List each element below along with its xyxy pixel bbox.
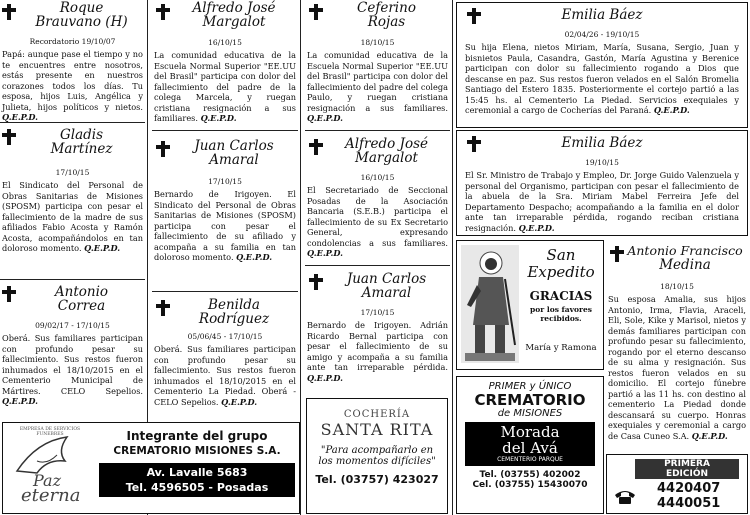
logo-eterna: eterna	[21, 485, 81, 506]
ad-cocheria-label: COCHERÍA	[343, 409, 411, 420]
deceased-surname: Margalot	[202, 14, 266, 30]
ad-phone-1: 4420407	[657, 481, 721, 496]
cross-icon	[2, 4, 16, 20]
ad-phone: Tel. 4596505 - Posadas	[125, 481, 269, 494]
cross-icon	[309, 4, 323, 20]
deceased-surname: Amaral	[209, 152, 259, 168]
ad-line-primer-unico: PRIMER y ÚNICO	[488, 381, 572, 392]
deceased-surname: Amaral	[361, 285, 412, 301]
ad-address: Av. Lavalle 5683	[146, 466, 248, 479]
cross-icon	[156, 141, 170, 157]
deceased-name: Gladis	[59, 127, 104, 143]
signature: María y Ramona	[525, 343, 597, 353]
cross-icon	[156, 300, 170, 316]
obituary-date: 18/10/15	[360, 38, 395, 47]
obituary-text: La comunidad educativa de la Escuela Normal Superior "EE.UU del Brasil" participa con dolor del fallecimiento del padre de la colega Marcela, y ruegan cristiana resignación a sus familiares. Q.E.P.D.	[154, 50, 296, 123]
ad-quote: "Para acompañarlo en los momentos difíciles"	[318, 445, 436, 467]
deceased-surname: Margalot	[355, 150, 418, 166]
obituary-date: 19/10/15	[585, 158, 619, 167]
deceased-name: Juan Carlos	[346, 271, 427, 287]
primera-edicion-ad	[606, 454, 748, 514]
obituary-date: Recordatorio 19/10/07	[29, 37, 116, 46]
deceased-name: Alfredo José	[344, 136, 429, 152]
cross-icon	[309, 139, 323, 155]
obituary-juan-carlos-amaral-1	[152, 133, 298, 289]
deceased-surname: Medina	[659, 257, 711, 273]
cross-icon	[156, 4, 170, 20]
notice-title-line2: Expedito	[527, 263, 595, 281]
cross-icon	[2, 286, 16, 302]
obituary-text: El Sindicato del Personal de Obras Sanitarias de Misiones (SPOSM) participa con pesar el fallecimiento de la madre de sus afiliados Fabio Acosta y Ramón Acosta, acompañándolos en tan doloroso momento. Q.E.P.D.	[2, 180, 143, 253]
obituary-benilda-rodriguez	[152, 294, 298, 424]
obituary-antonio-correa	[0, 282, 145, 412]
ad-line-de-misiones: de MISIONES	[497, 408, 563, 419]
obituary-text: Bernardo de Irigoyen. Adrián Ricardo Bernal participa con pesar el fallecimiento de su amigo y acompaña a su familia ante tan irreparable pérdida. Q.E.P.D.	[307, 320, 448, 383]
obituary-text: La comunidad educativa de la Escuela Normal Superior "EE.UU del Brasil" participa con dolor del fallecimiento del padre del colega Paulo, y ruegan cristiana resignación a sus familiares. Q.E.P.D.	[307, 50, 448, 123]
ad-phone-2: 4440051	[657, 496, 721, 511]
ad-phone-1: Tel. (03755) 402002	[479, 470, 581, 480]
logo-paz: Paz	[33, 471, 62, 490]
deceased-name: Juan Carlos	[194, 138, 274, 154]
obituary-juan-carlos-amaral-2	[305, 268, 450, 390]
obituary-text: Oberá. Sus familiares participan con profundo pesar su fallecimiento. Sus restos fueron inhumados el 18/10/2015 en el Cementerio Municipal de Mártires. CELO Sepelios. Q.E.P.D.	[2, 333, 143, 406]
obituary-date: 17/10/15	[360, 308, 395, 317]
saint-figure-image	[461, 245, 519, 363]
obituary-date: 16/10/15	[208, 38, 242, 47]
column-divider-3	[452, 0, 453, 515]
obituary-text: Su hija Elena, nietos Miriam, María, Susana, Sergio, Juan y bisnietos Paula, Casandra, Gastón, María Agustina y Berenice participan con dolor su fallecimiento rogando a Dios que descanse en paz. Sus restos fueron velados en el Salón Bromelia Santiago del Estero 1835. Posteriormente el cortejo partió a las 15:45 hs. al Cementerio La Piedad. Servicios exequiales y ceremonial a cargo de Cocherías del Paraná. Q.E.P.D.	[465, 42, 739, 115]
obituary-date: 02/04/26 - 19/10/15	[564, 30, 640, 39]
san-expedito-notice	[456, 240, 604, 370]
obituary-text: Papá: aunque pase el tiempo y no te encuentres entre nosotros, estás presente en nuestros corazones todos los días. Tu esposa, hijos Luis, Angélica y Julieta, hijos políticos y nietos. Q.E.P.D.	[2, 49, 143, 122]
ad-group-title: Integrante del grupo	[126, 429, 268, 443]
primera-edicion-logo: PRIMERA EDICIÓN	[635, 459, 739, 479]
obituary-date: 18/10/15	[660, 282, 694, 291]
obituary-emilia-baez-2	[456, 130, 748, 236]
obituary-text: Oberá. Sus familiares participan con profundo pesar su fallecimiento. Sus restos fueron inhumados el 18/10/2015 en el Cementerio La Piedad. Oberá - CELO Sepelios. Q.E.P.D.	[154, 344, 296, 407]
obituary-emilia-baez-1	[456, 2, 748, 128]
obituary-alfredo-margalot-1	[152, 0, 298, 128]
deceased-surname: Rojas	[367, 14, 406, 30]
cross-icon	[610, 246, 624, 262]
deceased-name: Emilia Báez	[561, 135, 643, 151]
obituary-roque-brauvano	[0, 0, 145, 120]
paz-eterna-logo	[7, 427, 93, 509]
deceased-name: Ceferino	[357, 0, 416, 16]
obituary-gladis-martinez	[0, 125, 145, 277]
deceased-surname: Rodríguez	[198, 311, 270, 327]
ad-brand: SANTA RITA	[320, 420, 434, 439]
ad-phone-2: Cel. (03755) 15430070	[472, 480, 588, 490]
deceased-name: Antonio	[54, 284, 109, 300]
obituary-date: 16/10/15	[360, 173, 395, 182]
gracias-label: GRACIAS	[529, 289, 593, 303]
obituary-date: 05/06/45 - 17/10/15	[187, 332, 263, 341]
crematorio-morada-del-ava-ad	[456, 376, 604, 514]
deceased-surname: Correa	[57, 298, 106, 314]
column-divider-2	[300, 0, 301, 515]
ad-line-crematorio: CREMATORIO	[474, 391, 586, 409]
obituary-text: Bernardo de Irigoyen. El Sindicato del Personal de Obras Sanitarias de Misiones (SPOSM) participa con pesar el fallecimiento de su afiliado y acompaña a su familia en tan doloroso momento. Q.E.P.D.	[154, 189, 296, 262]
deceased-name: Benilda	[208, 297, 260, 313]
obituary-alfredo-margalot-2	[305, 133, 450, 263]
deceased-surname: Martínez	[50, 141, 113, 157]
obituary-text: El Sr. Ministro de Trabajo y Empleo, Dr. Jorge Guido Valenzuela y personal del Organismo, participan con pesar el fallecimiento de la abuela de la Sra. Miriam Mabel Ferreira Jefe del Departamento Despacho; acompañando a la familia en el dolor ante tan irreparable pérdida, rogando reciban cristiana resignación. Q.E.P.D.	[465, 170, 739, 233]
cross-icon	[309, 274, 323, 290]
notice-title-line1: San	[546, 246, 576, 264]
logo-arc-text: EMPRESA DE SERVICIOS FUNEBRES	[19, 427, 81, 437]
ad-group-name: CREMATORIO MISIONES S.A.	[113, 445, 281, 457]
obituary-date: 09/02/17 - 17/10/15	[35, 321, 110, 330]
deceased-surname: Brauvano (H)	[35, 14, 128, 30]
obituary-text: El Secretariado de Seccional Posadas de la Asociación Bancaria (S.E.B.) participa el fallecimiento de su Ex Secretario General, expresando condolencias a sus familiares. Q.E.P.D.	[307, 185, 448, 258]
cocheria-santa-rita-ad	[306, 398, 448, 514]
cross-icon	[2, 129, 16, 145]
cross-icon	[467, 8, 481, 24]
deceased-name: Roque	[59, 0, 104, 16]
obituary-ceferino-rojas	[305, 0, 450, 128]
obituary-date: 17/10/15	[55, 168, 90, 177]
obituary-date: 17/10/15	[208, 177, 242, 186]
cross-icon	[467, 136, 481, 152]
obituary-text: Su esposa Amalia, sus hijos Antonio, Irma, Flavia, Araceli, Eli, Sole, Kike y Marisol, nietos y demás familiares participan con profundo pesar su fallecimiento, rogando por el eterno descanso de su alma y resignación. Sus restos fueron velados en su domicilio. El cortejo fúnebre partió a las 11 hs. con destino al cementerio La Piedad donde descansará su cuerpo. Honras exequiales y ceremonial a cargo de Casa Cuneo S.A. Q.E.P.D.	[608, 294, 746, 441]
deceased-name: Antonio Francisco	[627, 243, 743, 258]
brand-logo: Morada del Avá CEMENTERIO PARQUE	[465, 422, 595, 466]
telephone-icon	[613, 487, 637, 505]
ad-phone: Tel. (03757) 423027	[315, 473, 439, 486]
gracias-subtext: por los favores recibidos.	[530, 305, 592, 323]
deceased-name: Emilia Báez	[561, 7, 643, 23]
deceased-name: Alfredo José	[192, 0, 276, 16]
paz-eterna-ad	[2, 422, 300, 514]
